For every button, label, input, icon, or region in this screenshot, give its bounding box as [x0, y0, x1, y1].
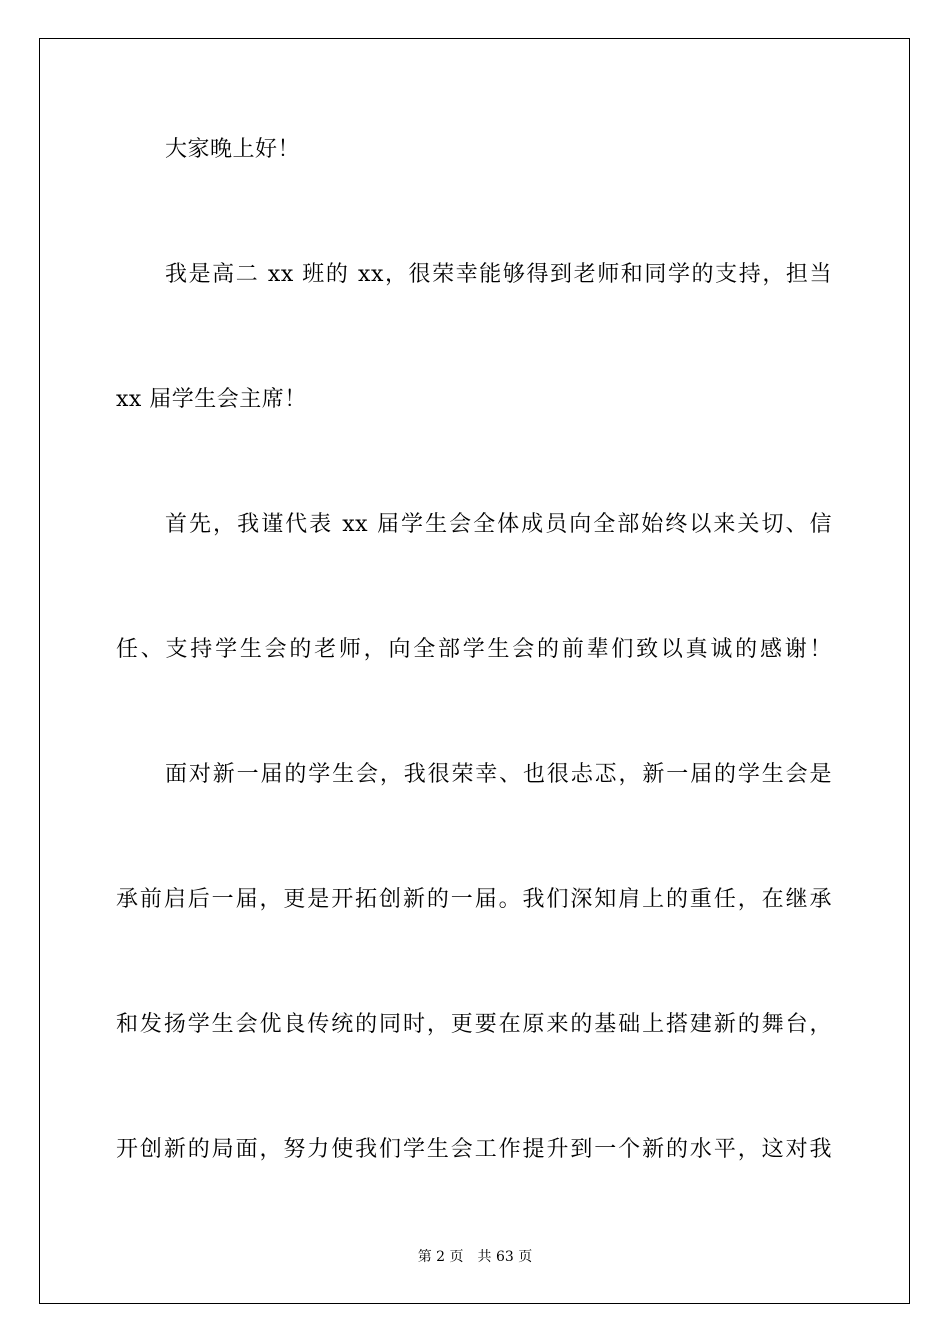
paragraph-line-4: 首先，我谨代表 xx 届学生会全体成员向全部始终以来关切、信	[165, 512, 832, 537]
page-footer	[0, 1248, 950, 1266]
paragraph-line-3: xx 届学生会主席！	[116, 387, 307, 412]
page-total: 共 63 页	[477, 1249, 533, 1265]
paragraph-line-9: 开创新的局面，努力使我们学生会工作提升到一个新的水平，这对我	[116, 1137, 832, 1162]
page-border	[39, 38, 910, 1304]
paragraph-line-6: 面对新一届的学生会，我很荣幸、也很忐忑，新一届的学生会是	[165, 762, 832, 787]
paragraph-line-5: 任、支持学生会的老师，向全部学生会的前辈们致以真诚的感谢！	[116, 637, 832, 662]
paragraph-line-1: 大家晚上好！	[165, 137, 301, 162]
paragraph-line-7: 承前启后一届，更是开拓创新的一届。我们深知肩上的重任，在继承	[116, 887, 832, 912]
paragraph-line-8: 和发扬学生会优良传统的同时，更要在原来的基础上搭建新的舞台，	[116, 1012, 832, 1037]
paragraph-line-2: 我是高二 xx 班的 xx，很荣幸能够得到老师和同学的支持，担当	[165, 262, 832, 287]
page-number: 第 2 页	[417, 1249, 464, 1265]
